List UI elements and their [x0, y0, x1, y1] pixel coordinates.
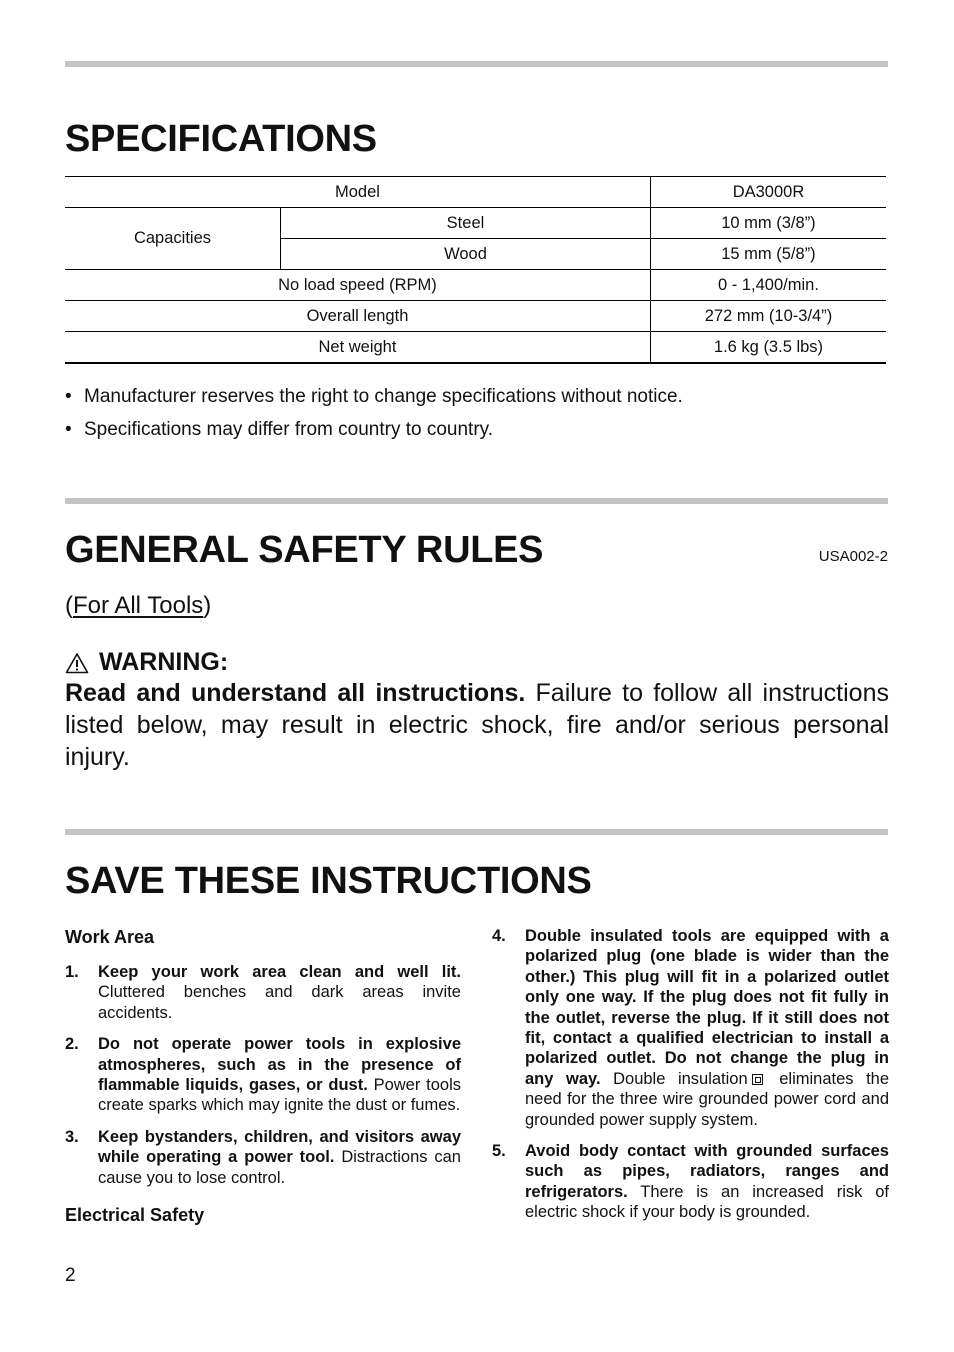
subtitle-text: For All Tools [73, 592, 204, 619]
steel-label: Steel [281, 208, 651, 239]
item-bold: Double insulated tools are equipped with a polarized plug (one blade is wider than the other.) This plug will fit in a polarized outlet only one way. If the plug does not fit fully in the outlet, reverse the plug. If it still does not fit, contact a qualified electrician to install a polarized outlet. Do not change the plug in any way. [525, 927, 889, 1088]
section-divider-save [65, 829, 888, 835]
warning-label: WARNING: [99, 648, 229, 676]
work-area-heading: Work Area [65, 927, 155, 947]
table-row [65, 270, 886, 301]
table-row [65, 177, 886, 208]
length-value: 272 mm (10-3/4”) [650, 301, 886, 332]
warning-heading [65, 648, 228, 677]
list-item [492, 926, 889, 1130]
item-bold: Avoid body contact with grounded surfaces such as pipes, radiators, ranges and refrigerators. [525, 1142, 889, 1201]
item-text: Distractions can cause you to lose control. [98, 1148, 461, 1187]
specifications-table [65, 176, 886, 364]
section-divider-specifications [65, 61, 888, 67]
item-number: 1. [65, 963, 79, 981]
length-label: Overall length [65, 301, 650, 332]
list-item: • Manufacturer reserves the right to change specifications without notice. [65, 386, 683, 408]
instructions-right-column [492, 926, 889, 1234]
item-number: 4. [492, 927, 506, 945]
item-bold: Keep bystanders, children, and visitors away while operating a power tool. [98, 1127, 461, 1167]
general-safety-title: GENERAL SAFETY RULES [65, 529, 544, 571]
item-number: 5. [492, 1142, 506, 1161]
wood-label: Wood [281, 239, 651, 270]
list-item [65, 962, 461, 1023]
list-item: • Specifications may differ from country to country. [65, 419, 683, 441]
table-row [65, 301, 886, 332]
paren-open: ( [65, 592, 73, 619]
item-text: Cluttered benches and dark areas invite accidents. [98, 983, 461, 1022]
list-item [492, 1141, 889, 1223]
weight-value: 1.6 kg (3.5 lbs) [650, 332, 886, 364]
item-text: There is an increased risk of electric shock if your body is grounded. [525, 1182, 889, 1222]
table-row [65, 208, 886, 239]
weight-label: Net weight [65, 332, 650, 364]
page-number: 2 [65, 1265, 76, 1286]
item-bold: Keep your work area clean and well lit. [98, 963, 461, 981]
model-label: Model [65, 177, 650, 208]
for-all-tools-subtitle [65, 592, 211, 620]
item-text-after-icon: eliminates the need for the three wire grounded power cord and grounded power supply system. [525, 1069, 890, 1129]
speed-value: 0 - 1,400/min. [650, 270, 886, 301]
item-text: Double insulation [600, 1069, 748, 1088]
model-value: DA3000R [650, 177, 886, 208]
save-instructions-title: SAVE THESE INSTRUCTIONS [65, 860, 592, 902]
wood-value: 15 mm (5/8”) [650, 239, 886, 270]
item-number: 2. [65, 1035, 79, 1054]
item-number: 3. [65, 1127, 79, 1146]
warning-bold: Read and understand all instructions. [65, 679, 526, 707]
double-insulation-icon [752, 1074, 763, 1085]
document-code: USA002-2 [818, 548, 888, 565]
table-row [65, 332, 886, 364]
capacities-label: Capacities [65, 208, 281, 270]
item-bold: Do not operate power tools in explosive atmospheres, such as in the presence of flammable liquids, gases, or dust. [98, 1035, 461, 1095]
list-item [65, 1127, 461, 1188]
specifications-title: SPECIFICATIONS [65, 118, 377, 160]
list-item [65, 1034, 461, 1116]
instructions-left-column [65, 926, 461, 1240]
warning-body: Failure to follow all instructions listed below, may result in electric shock, fire and/or serious personal injury. [65, 679, 889, 771]
electrical-safety-heading: Electrical Safety [65, 1205, 205, 1226]
steel-value: 10 mm (3/8”) [650, 208, 886, 239]
section-divider-general-safety [65, 498, 888, 504]
warning-text [65, 677, 889, 773]
paren-close: ) [203, 592, 212, 619]
specification-notes [65, 386, 683, 452]
warning-triangle-icon [65, 652, 89, 674]
item-text: Power tools create sparks which may ignite the dust or fumes. [98, 1076, 461, 1115]
speed-label: No load speed (RPM) [65, 270, 650, 301]
